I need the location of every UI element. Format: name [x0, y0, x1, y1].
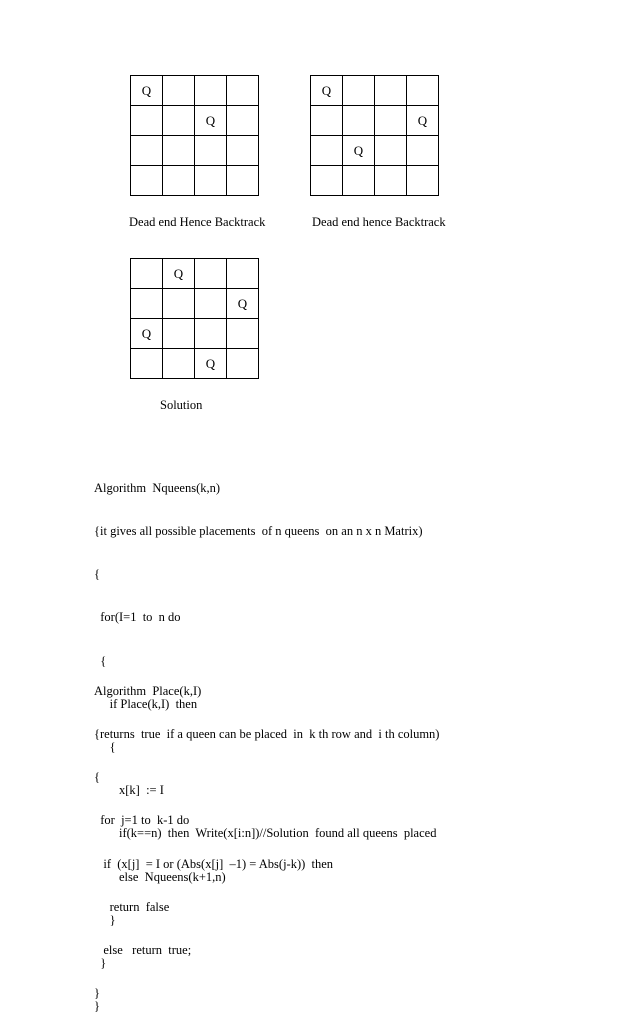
board-cell	[195, 76, 227, 106]
board-row	[131, 259, 259, 289]
code-line: }	[94, 912, 116, 927]
board-solution	[130, 258, 259, 379]
code-line: if(k==n) then Write(x[i:n])//Solution found all queens placed	[94, 826, 437, 841]
board-cell	[407, 166, 439, 196]
board-cell	[227, 349, 259, 379]
board-cell	[311, 166, 343, 196]
board-cell	[227, 259, 259, 289]
board-cell	[227, 319, 259, 349]
board-cell	[131, 259, 163, 289]
code-line: }	[94, 956, 107, 971]
code-line: {	[94, 653, 107, 668]
board-cell	[163, 76, 195, 106]
place-algorithm	[94, 655, 439, 1015]
board-cell	[311, 136, 343, 166]
board-row	[131, 349, 259, 379]
board-cell	[343, 76, 375, 106]
code-line: }	[94, 986, 100, 1001]
board-cell: Q	[195, 349, 227, 379]
board-caption: Dead end Hence Backtrack	[129, 215, 266, 229]
board-cell	[163, 106, 195, 136]
board-row	[311, 136, 439, 166]
board-caption: Dead end hence Backtrack	[312, 215, 446, 229]
board-dead-end-1	[130, 75, 259, 196]
board-cell	[163, 136, 195, 166]
code-line: Algorithm Nqueens(k,n)	[94, 480, 221, 495]
board-dead-end-2	[310, 75, 439, 196]
board-cell	[375, 136, 407, 166]
code-line: else return true;	[94, 943, 192, 958]
board-cell: Q	[407, 106, 439, 136]
code-line: for(I=1 to n do	[94, 610, 181, 625]
board-row	[131, 319, 259, 349]
board-row	[131, 166, 259, 196]
code-line: }	[94, 999, 100, 1014]
board-cell: Q	[311, 76, 343, 106]
board-cell: Q	[131, 76, 163, 106]
board-cell	[131, 289, 163, 319]
board-row	[311, 166, 439, 196]
board-cell	[227, 166, 259, 196]
board-cell: Q	[195, 106, 227, 136]
board-cell	[343, 166, 375, 196]
board-cell	[131, 136, 163, 166]
code-line: for j=1 to k-1 do	[94, 813, 190, 828]
board-cell	[407, 76, 439, 106]
code-line: return false	[94, 899, 170, 914]
board-cell	[195, 319, 227, 349]
board-cell	[407, 136, 439, 166]
code-line: Algorithm Place(k,I)	[94, 683, 202, 698]
code-line: if Place(k,I) then	[94, 696, 198, 711]
code-line: x[k] := I	[94, 783, 164, 798]
board-cell: Q	[163, 259, 195, 289]
board-cell	[163, 289, 195, 319]
code-line: {	[94, 770, 100, 785]
board-cell	[131, 349, 163, 379]
board-row	[131, 289, 259, 319]
board-row	[311, 106, 439, 136]
board-cell	[195, 166, 227, 196]
board-cell	[195, 289, 227, 319]
code-line: {	[94, 567, 100, 582]
board-cell	[375, 76, 407, 106]
board-cell	[227, 76, 259, 106]
board-caption: Solution	[160, 398, 203, 412]
code-line: else Nqueens(k+1,n)	[94, 869, 226, 884]
board-row	[131, 136, 259, 166]
code-line: if (x[j] = I or (Abs(x[j] –1) = Abs(j-k)) then	[94, 856, 334, 871]
board-cell	[163, 166, 195, 196]
code-line: {returns true if a queen can be placed in k th row and i th column)	[94, 727, 440, 742]
board-cell: Q	[227, 289, 259, 319]
board-cell	[375, 166, 407, 196]
board-cell: Q	[343, 136, 375, 166]
board-cell	[163, 349, 195, 379]
board-row	[311, 76, 439, 106]
board-cell	[227, 136, 259, 166]
board-cell	[131, 166, 163, 196]
board-cell	[195, 259, 227, 289]
board-cell	[195, 136, 227, 166]
code-line: {it gives all possible placements of n queens on an n x n Matrix)	[94, 524, 423, 539]
board-cell	[343, 106, 375, 136]
code-line: {	[94, 740, 116, 755]
board-cell	[131, 106, 163, 136]
board-cell: Q	[131, 319, 163, 349]
board-row	[131, 106, 259, 136]
board-cell	[163, 319, 195, 349]
board-cell	[375, 106, 407, 136]
board-cell	[311, 106, 343, 136]
board-cell	[227, 106, 259, 136]
board-row	[131, 76, 259, 106]
